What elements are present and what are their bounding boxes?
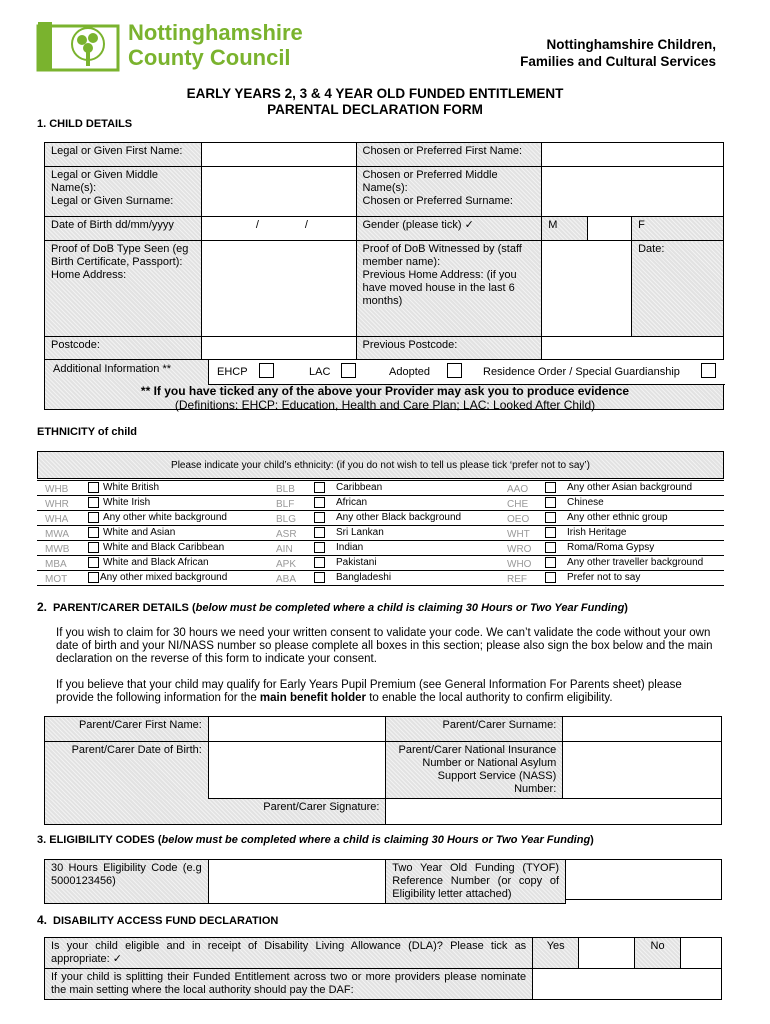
child-middle-surname-input[interactable] [201, 167, 356, 217]
ethnicity-option[interactable] [499, 541, 724, 556]
dla-no-label: No [635, 938, 681, 969]
parent-ni-label: Parent/Carer National Insurance Number or National Asylum Support Service (NASS) Number: [386, 742, 563, 799]
parent-para-1: If you wish to claim for 30 hours we need your written consent to validate your code. We can’t validate the code without your own date of birth and your NI/NASS number so please complete all boxes in this section; please also sign the box below and the main declaration on the reverse of this form to indicate your consent. [56, 627, 713, 665]
dla-yes-box[interactable] [579, 938, 635, 969]
ethnicity-code: MOT [45, 574, 68, 585]
adopted-checkbox[interactable] [447, 363, 462, 378]
postcode-input[interactable] [201, 337, 356, 361]
ethnicity-heading: ETHNICITY of child [37, 426, 138, 438]
parent-ni-input[interactable] [563, 742, 722, 799]
parent-para-2 [56, 679, 719, 705]
disability-heading-num: 4. [37, 913, 48, 927]
ethnicity-option[interactable] [268, 556, 499, 571]
ethnicity-code: MWB [45, 544, 70, 555]
dob-proof-label-cell [45, 241, 202, 337]
ethnicity-option[interactable] [268, 526, 499, 541]
ethnicity-label: Prefer not to say [567, 572, 641, 583]
ethnicity-option[interactable] [37, 481, 268, 496]
ethnicity-label: Irish Heritage [567, 527, 627, 538]
dla-no-box[interactable] [681, 938, 722, 969]
ethnicity-label: Any other Black background [336, 512, 462, 523]
witness-label-cell [356, 241, 542, 337]
parent-table [44, 716, 722, 825]
parent-first-name-input[interactable] [208, 717, 386, 742]
ethnicity-label: Roma/Roma Gypsy [567, 542, 655, 553]
eligibility-table [44, 859, 566, 904]
ethnicity-code: OEO [507, 514, 530, 525]
ethnicity-label: White and Asian [103, 527, 176, 538]
lac-label: LAC [309, 366, 331, 378]
dla-yes-label: Yes [533, 938, 579, 969]
ethnicity-option[interactable] [37, 541, 268, 556]
ethnicity-checkbox[interactable] [88, 572, 99, 583]
parent-dob-label: Parent/Carer Date of Birth: [45, 742, 209, 799]
org-line1: Nottinghamshire Children, [546, 37, 716, 52]
ethnicity-label: Sri Lankan [336, 527, 384, 538]
title-line1: EARLY YEARS 2, 3 & 4 YEAR OLD FUNDED ENTITLEMENT [186, 86, 564, 101]
child-surname-label: Legal or Given Surname: [51, 195, 174, 207]
ethnicity-label: Any other Asian background [567, 482, 693, 493]
daf-main-setting-input[interactable] [533, 969, 722, 1000]
eligibility-heading-a: 3. ELIGIBILITY CODES ( [37, 834, 162, 846]
code-30-input[interactable] [208, 860, 386, 904]
ethnicity-checkbox[interactable] [88, 527, 99, 538]
ethnicity-checkbox[interactable] [88, 497, 99, 508]
ethnicity-code: WHO [507, 559, 532, 570]
child-dob-input[interactable] [201, 217, 356, 241]
prev-postcode-label: Previous Postcode: [356, 337, 542, 361]
eligibility-heading [37, 834, 594, 846]
ethnicity-option[interactable] [268, 481, 499, 496]
ethnicity-code: WHB [45, 484, 69, 495]
residence-checkbox[interactable] [701, 363, 716, 378]
logo-line2: County Council [128, 45, 291, 70]
ethnicity-option[interactable] [37, 571, 268, 586]
ethnicity-label: White and Black African [103, 557, 209, 568]
ethnicity-option[interactable] [268, 511, 499, 526]
parent-para-2b: main benefit holder [259, 692, 366, 704]
ethnicity-label: White and Black Caribbean [103, 542, 225, 553]
child-details-heading: 1. CHILD DETAILS [37, 118, 133, 130]
ethnicity-label: Pakistani [336, 557, 377, 568]
dob-proof-address-input[interactable] [201, 241, 356, 337]
ethnicity-option[interactable] [37, 511, 268, 526]
ethnicity-code: WRO [507, 544, 532, 555]
ethnicity-label: Any other mixed background [100, 572, 228, 583]
ethnicity-label: Indian [336, 542, 364, 553]
ethnicity-option[interactable] [268, 541, 499, 556]
daf-question: If your child is splitting their Funded Entitlement across two or more providers please nominate the main setting where the local authority should pay the DAF: [45, 969, 533, 1000]
disability-table [44, 937, 722, 1000]
tyof-input[interactable] [566, 859, 722, 900]
ethnicity-checkbox[interactable] [314, 542, 325, 553]
ethnicity-checkbox[interactable] [545, 512, 556, 523]
ethnicity-code: MBA [45, 559, 67, 570]
ethnicity-checkbox[interactable] [314, 527, 325, 538]
ethnicity-checkbox[interactable] [88, 512, 99, 523]
form-title [0, 86, 750, 118]
child-pref-middle-surname-input[interactable] [542, 167, 724, 217]
ethnicity-checkbox[interactable] [314, 497, 325, 508]
ethnicity-code: BLF [276, 499, 295, 510]
definitions-note: (Definitions: EHCP: Education, Health and Care Plan; LAC: Looked After Child) [174, 398, 596, 412]
parent-surname-label: Parent/Carer Surname: [386, 717, 563, 742]
tree-logo-icon [36, 20, 120, 74]
disability-heading-text: DISABILITY ACCESS FUND DECLARATION [53, 915, 279, 927]
prev-postcode-input[interactable] [542, 337, 724, 361]
ethnicity-checkbox[interactable] [545, 572, 556, 583]
ethnicity-option[interactable] [499, 526, 724, 541]
parent-para-2a: If you believe that your child may qualify for Early Years Pupil Premium (see General Information For Parents sheet) please provide the following information for the [56, 679, 682, 704]
child-pref-middle-label: Chosen or Preferred Middle Name(s): [362, 169, 498, 194]
ethnicity-label: Any other traveller background [567, 557, 704, 568]
adopted-label: Adopted [389, 366, 430, 378]
ethnicity-checkbox[interactable] [88, 557, 99, 568]
ethnicity-checkbox[interactable] [314, 482, 325, 493]
gender-m-box[interactable] [588, 217, 632, 241]
council-logo [36, 20, 356, 74]
child-first-name-label: Legal or Given First Name: [45, 143, 202, 167]
ethnicity-code: BLB [276, 484, 295, 495]
ethnicity-code: WHA [45, 514, 69, 525]
ethnicity-code: BLG [276, 514, 297, 525]
ethnicity-option[interactable] [37, 496, 268, 511]
ethnicity-checkbox[interactable] [314, 557, 325, 568]
parent-surname-input[interactable] [563, 717, 722, 742]
ethnicity-code: ABA [276, 574, 297, 585]
dob-slash-1: / [255, 219, 259, 231]
child-details-table [44, 142, 724, 361]
postcode-label: Postcode: [45, 337, 202, 361]
ethnicity-checkbox[interactable] [314, 512, 325, 523]
child-pref-names-label [356, 167, 542, 217]
ethnicity-option[interactable] [499, 496, 724, 511]
child-first-name-input[interactable] [201, 143, 356, 167]
eligibility-heading-c: ) [590, 834, 594, 846]
parent-heading-c: ) [624, 602, 628, 614]
gender-m-label: M [542, 217, 588, 241]
witness-input[interactable] [542, 241, 632, 337]
ehcp-checkbox[interactable] [259, 363, 274, 378]
gender-f-label[interactable]: F [632, 217, 724, 241]
ethnicity-checkbox[interactable] [545, 557, 556, 568]
witness-date-label[interactable]: Date: [632, 241, 724, 337]
dob-proof-label: Proof of DoB Type Seen (eg Birth Certificate, Passport): [51, 243, 189, 268]
ethnicity-label: Any other ethnic group [567, 512, 668, 523]
ethnicity-label: African [336, 497, 368, 508]
ethnicity-code: ASR [276, 529, 297, 540]
parent-signature-label: Parent/Carer Signature: [45, 799, 386, 825]
ethnicity-code: WHT [507, 529, 530, 540]
parent-dob-input[interactable] [208, 742, 386, 799]
evidence-note: ** If you have ticked any of the above your Provider may ask you to produce evidence [140, 384, 630, 398]
additional-info-label: Additional Information ** [53, 363, 172, 375]
ethnicity-code: AAO [507, 484, 529, 495]
ethnicity-option[interactable] [268, 571, 499, 586]
gender-label: Gender (please tick) ✓ [356, 217, 542, 241]
ethnicity-checkbox[interactable] [545, 497, 556, 508]
parent-heading-a: PARENT/CARER DETAILS ( [53, 602, 196, 614]
parent-heading-b: below must be completed where a child is claiming 30 Hours or Two Year Funding [195, 602, 625, 614]
dob-slash-2: / [304, 219, 308, 231]
additional-info-row [44, 359, 724, 410]
child-pref-first-name-input[interactable] [542, 143, 724, 167]
ethnicity-instruction-text: Please indicate your child’s ethnicity: (if you do not wish to tell us please tick ‘prefer not to say’) [171, 460, 590, 471]
logo-line1: Nottinghamshire [128, 20, 303, 45]
parent-para-2c: to enable the local authority to confirm eligibility. [366, 692, 613, 704]
ethnicity-label: Caribbean [336, 482, 383, 493]
ethnicity-code: APK [276, 559, 297, 570]
ethnicity-label: Bangladeshi [336, 572, 392, 583]
ethnicity-label: Any other white background [103, 512, 227, 523]
ethnicity-checkbox[interactable] [88, 482, 99, 493]
residence-label: Residence Order / Special Guardianship [483, 366, 680, 378]
child-middle-label: Legal or Given Middle Name(s): [51, 169, 159, 194]
additional-options [208, 360, 725, 385]
org-name [520, 36, 716, 70]
ethnicity-code: MWA [45, 529, 70, 540]
ethnicity-option[interactable] [499, 571, 724, 586]
code-30-label: 30 Hours Eligibility Code (e.g 5000123456) [45, 860, 209, 904]
ethnicity-code: WHR [45, 499, 69, 510]
ethnicity-checkbox[interactable] [545, 482, 556, 493]
child-pref-first-name-label: Chosen or Preferred First Name: [356, 143, 542, 167]
org-line2: Families and Cultural Services [520, 54, 716, 69]
disability-heading [37, 913, 278, 927]
parent-heading [37, 600, 628, 614]
ethnicity-label: Chinese [567, 497, 604, 508]
ethnicity-option[interactable] [37, 556, 268, 571]
ethnicity-grid [37, 480, 724, 586]
ethnicity-code: AIN [276, 544, 293, 555]
eligibility-heading-b: below must be completed where a child is claiming 30 Hours or Two Year Funding [161, 834, 591, 846]
ethnicity-option[interactable] [499, 481, 724, 496]
ethnicity-checkbox[interactable] [88, 542, 99, 553]
ethnicity-option[interactable] [499, 511, 724, 526]
prev-address-label: Previous Home Address: (if you have moved house in the last 6 months) [362, 269, 517, 307]
ethnicity-option[interactable] [268, 496, 499, 511]
home-address-label: Home Address: [51, 269, 127, 281]
ethnicity-code: REF [507, 574, 527, 585]
ethnicity-code: CHE [507, 499, 529, 510]
dla-question: Is your child eligible and in receipt of Disability Living Allowance (DLA)? Please tick as appropriate: ✓ [45, 938, 533, 969]
ethnicity-checkbox[interactable] [545, 542, 556, 553]
child-names-label [45, 167, 202, 217]
parent-signature-input[interactable] [386, 799, 722, 825]
ethnicity-option[interactable] [499, 556, 724, 571]
ethnicity-checkbox[interactable] [314, 572, 325, 583]
ehcp-label: EHCP [217, 366, 248, 378]
ethnicity-option[interactable] [37, 526, 268, 541]
parent-first-name-label: Parent/Carer First Name: [45, 717, 209, 742]
child-pref-surname-label: Chosen or Preferred Surname: [362, 195, 513, 207]
lac-checkbox[interactable] [341, 363, 356, 378]
ethnicity-checkbox[interactable] [545, 527, 556, 538]
child-dob-label: Date of Birth dd/mm/yyyy [45, 217, 202, 241]
ethnicity-label: White British [103, 482, 160, 493]
title-line2: PARENTAL DECLARATION FORM [267, 102, 483, 117]
tyof-label: Two Year Old Funding (TYOF) Reference Number (or copy of Eligibility letter attached) [386, 860, 566, 904]
witness-label: Proof of DoB Witnessed by (staff member name): [362, 243, 522, 268]
parent-heading-num: 2. [37, 600, 48, 614]
ethnicity-instruction [37, 451, 724, 479]
ethnicity-label: White Irish [103, 497, 151, 508]
